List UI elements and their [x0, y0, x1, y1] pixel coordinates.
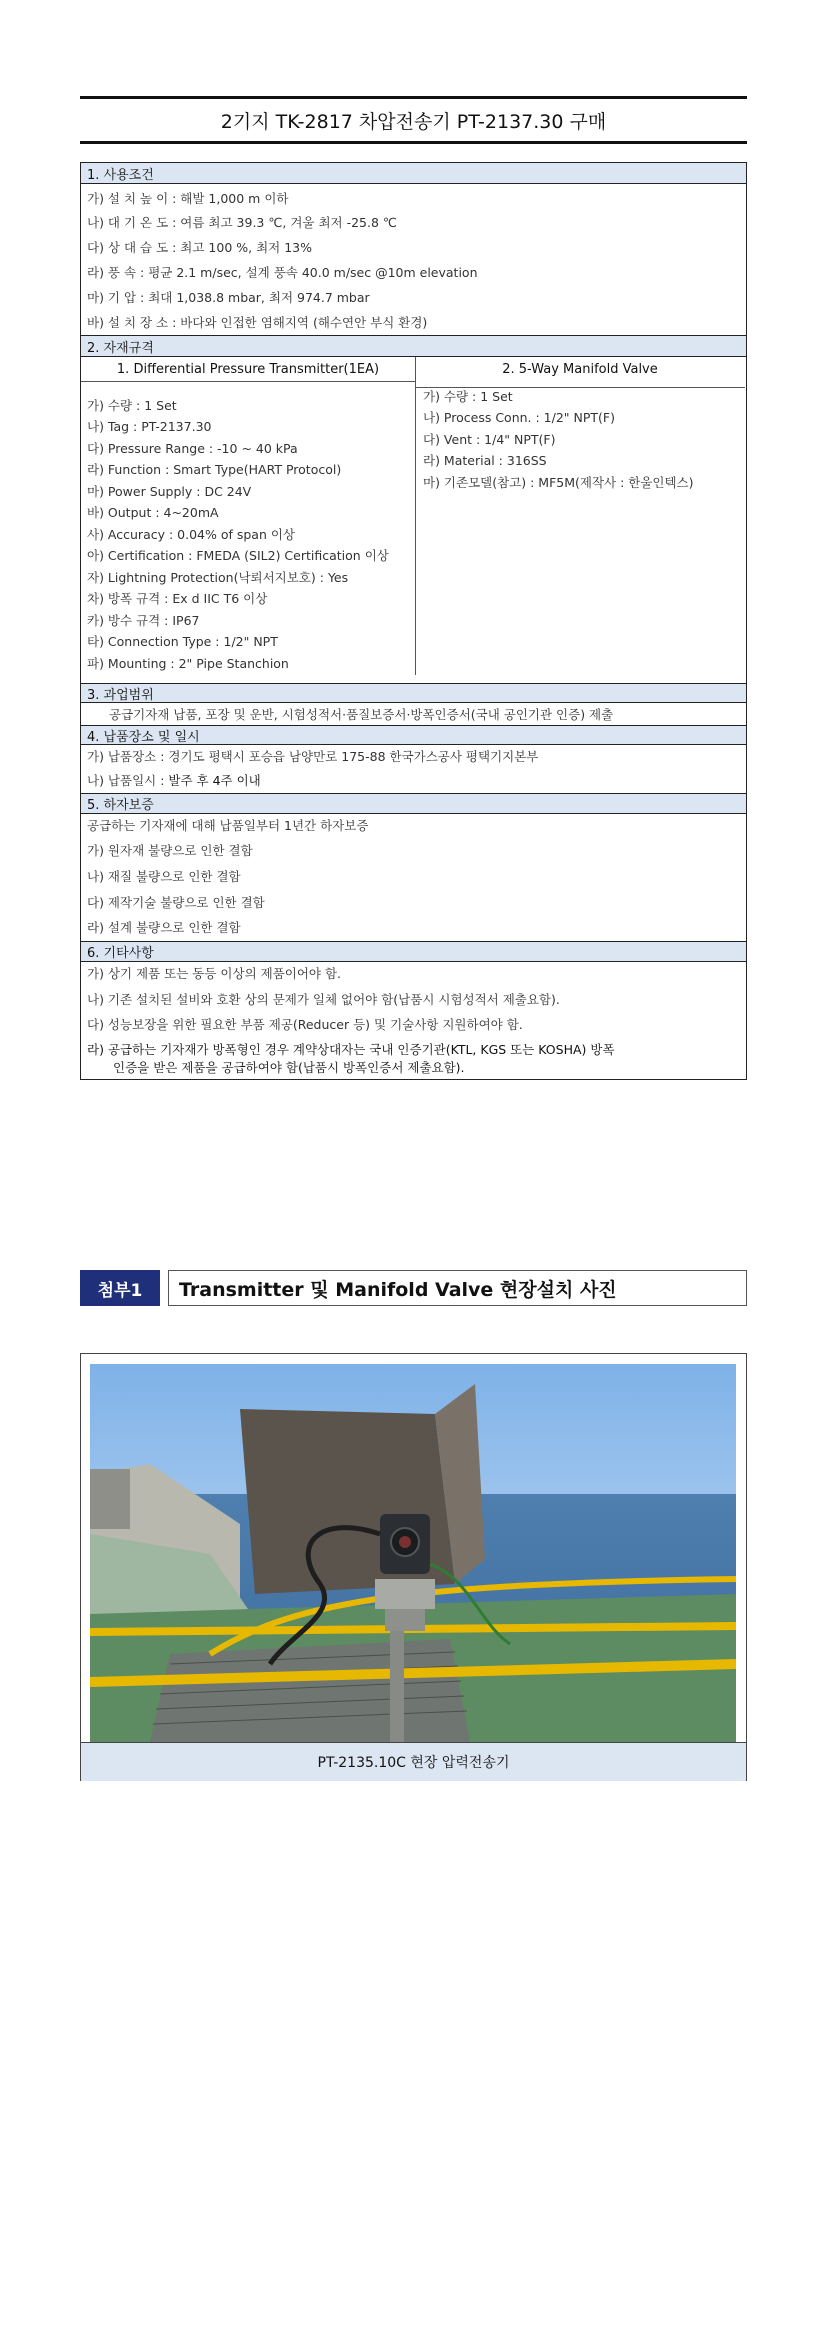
transmitter-spec-row: 라) Function : Smart Type(HART Protocol) — [87, 462, 342, 477]
manifold-spec-row: 마) 기존모델(참고) : MF5M(제작사 : 한울인텍스) — [423, 475, 694, 490]
site-photo-frame — [80, 1353, 747, 1781]
misc-row-continued: 인증을 받은 제품을 공급하여야 함(납품시 방폭인증서 제출요함). — [113, 1060, 465, 1075]
warranty-row: 나) 재질 불량으로 인한 결함 — [87, 869, 241, 884]
manifold-spec-row: 가) 수량 : 1 Set — [423, 389, 513, 404]
transmitter-spec-row: 가) 수량 : 1 Set — [87, 398, 177, 413]
delivery-date — [87, 775, 261, 788]
manifold-spec-row: 다) Vent : 1/4" NPT(F) — [423, 432, 556, 447]
transmitter-column-title: 1. Differential Pressure Transmitter(1EA) — [116, 362, 380, 377]
misc-row: 가) 상기 제품 또는 동등 이상의 제품이어야 함. — [87, 966, 342, 981]
photo-caption: PT-2135.10C 현장 압력전송기 — [81, 1742, 746, 1781]
transmitter-spec-row: 바) Output : 4~20mA — [87, 505, 219, 520]
section-3-heading: 3. 과업범위 — [81, 683, 746, 703]
transmitter-spec-row: 자) Lightning Protection(낙뢰서지보호) : Yes — [87, 570, 349, 585]
document-title: 2기지 TK-2817 차압전송기 PT-2137.30 구매 — [80, 96, 747, 144]
s1-row: 나) 대 기 온 도 : 여름 최고 39.3 ℃, 겨울 최저 -25.8 ℃ — [87, 215, 397, 230]
s1-row: 마) 기 압 : 최대 1,038.8 mbar, 최저 974.7 mbar — [87, 290, 370, 305]
scope-text: 공급기자재 납품, 포장 및 운반, 시험성적서·품질보증서·방폭인증서(국내 공인기관 인증) 제출 — [109, 707, 614, 722]
specification-table — [80, 162, 747, 1080]
manifold-spec-row: 나) Process Conn. : 1/2" NPT(F) — [423, 410, 615, 425]
transmitter-spec-row: 나) Tag : PT-2137.30 — [87, 419, 212, 434]
transmitter-spec-row: 파) Mounting : 2" Pipe Stanchion — [87, 656, 289, 671]
transmitter-spec-row: 카) 방수 규격 : IP67 — [87, 613, 200, 628]
manifold-column-title: 2. 5-Way Manifold Valve — [502, 362, 658, 377]
column-title-divider — [415, 387, 745, 388]
s1-row: 다) 상 대 습 도 : 최고 100 %, 최저 13% — [87, 240, 312, 255]
misc-row: 다) 성능보장을 위한 필요한 부품 제공(Reducer 등) 및 기술사항 지원하여야 함. — [87, 1017, 523, 1032]
column-title-divider — [81, 381, 415, 382]
section-6-heading: 6. 기타사항 — [81, 941, 746, 962]
delivery-date-label: 나) 납품일시 : — [87, 773, 169, 788]
transmitter-spec-row: 차) 방폭 규격 : Ex d IIC T6 이상 — [87, 591, 268, 606]
warranty-row: 가) 원자재 불량으로 인한 결함 — [87, 843, 253, 858]
misc-row: 라) 공급하는 기자재가 방폭형인 경우 계약상대자는 국내 인증기관(KTL, KGS 또는 KOSHA) 방폭 — [87, 1042, 615, 1057]
misc-row: 나) 기존 설치된 설비와 호환 상의 문제가 일체 없어야 함(납품시 시험성적서 제출요함). — [87, 992, 560, 1007]
transmitter-spec-row: 아) Certification : FMEDA (SIL2) Certification 이상 — [87, 548, 389, 563]
transmitter-spec-row: 다) Pressure Range : -10 ~ 40 kPa — [87, 441, 298, 456]
s1-row: 가) 설 치 높 이 : 해발 1,000 m 이하 — [87, 191, 289, 206]
manifold-spec-row: 라) Material : 316SS — [423, 453, 547, 468]
column-divider — [415, 357, 416, 675]
section-5-heading: 5. 하자보증 — [81, 793, 746, 814]
section-2-heading: 2. 자재규격 — [81, 335, 746, 357]
attachment-title: Transmitter 및 Manifold Valve 현장설치 사진 — [168, 1270, 747, 1306]
attachment-badge: 첨부1 — [80, 1270, 160, 1306]
transmitter-spec-row: 사) Accuracy : 0.04% of span 이상 — [87, 527, 296, 542]
section-1-heading: 1. 사용조건 — [81, 163, 746, 184]
s1-row: 바) 설 치 장 소 : 바다와 인접한 염해지역 (해수연안 부식 환경) — [87, 315, 428, 330]
transmitter-spec-row: 마) Power Supply : DC 24V — [87, 484, 252, 499]
warranty-row: 공급하는 기자재에 대해 납품일부터 1년간 하자보증 — [87, 818, 369, 833]
transmitter-installation-photo — [90, 1364, 736, 1742]
delivery-place: 가) 납품장소 : 경기도 평택시 포승읍 남양만로 175-88 한국가스공사 평택기지본부 — [87, 749, 539, 764]
s1-row: 라) 풍 속 : 평균 2.1 m/sec, 설계 풍속 40.0 m/sec @10m elevation — [87, 265, 478, 280]
delivery-date-value: 발주 후 4주 이내 — [168, 773, 261, 788]
warranty-row: 라) 설계 불량으로 인한 결함 — [87, 920, 241, 935]
warranty-row: 다) 제작기술 불량으로 인한 결함 — [87, 895, 265, 910]
transmitter-spec-row: 타) Connection Type : 1/2" NPT — [87, 634, 278, 649]
site-photo — [90, 1364, 736, 1742]
section-4-heading: 4. 납품장소 및 일시 — [81, 725, 746, 745]
